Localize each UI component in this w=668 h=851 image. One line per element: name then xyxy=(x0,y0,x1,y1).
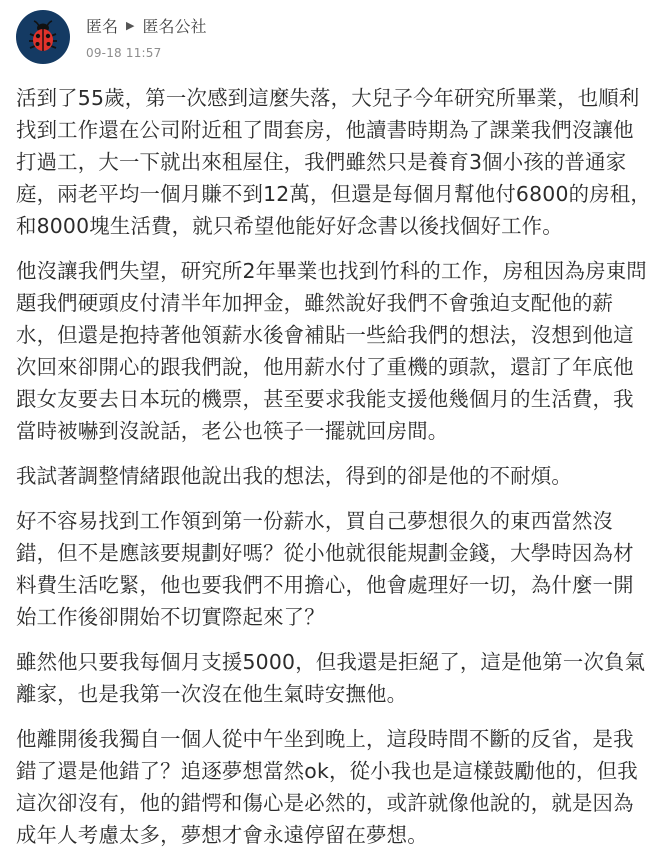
paragraph: 他沒讓我們失望，研究所2年畢業也找到竹科的工作，房租因為房東問題我們硬頭皮付清半年加押金，雖然說好我們不會強迫支配他的薪水，但還是抱持著他領薪水後會補貼一些給我們的想法，沒想到他這次回來卻開心的跟我們說，他用薪水付了重機的頭款，還訂了年底他跟女友要去日本玩的機票，甚至要求我能支援他幾個月的生活費，我當時被嚇到沒說話，老公也筷子一擺就回房間。 xyxy=(16,259,647,443)
paragraph: 雖然他只要我每個月支援5000，但我還是拒絕了，這是他第一次負氣離家，也是我第一次沒在他生氣時安撫他。 xyxy=(16,650,646,706)
paragraph: 好不容易找到工作領到第一份薪水，買自己夢想很久的東西當然沒錯，但不是應該要規劃好嗎？從小他就很能規劃金錢，大學時因為材料費生活吃緊，他也要我們不用擔心，他會處理好一切，為什麼一開始工作後卻開始不切實際起來了？ xyxy=(16,509,634,629)
post-content xyxy=(16,82,652,851)
breadcrumb xyxy=(86,14,207,37)
board-link[interactable]: 匿名公社 xyxy=(142,17,207,36)
author-name: 匿名 xyxy=(86,17,119,36)
paragraph: 我試著調整情緒跟他說出我的想法，得到的卻是他的不耐煩。 xyxy=(16,464,572,488)
paragraph: 他離開後我獨自一個人從中午坐到晚上，這段時間不斷的反省，是我錯了還是他錯了？追逐夢想當然ok，從小我也是這樣鼓勵他的，但我這次卻沒有，他的錯愕和傷心是必然的，或許就像他說的，就是因為成年人考慮太多，夢想才會永遠停留在夢想。 xyxy=(16,727,638,847)
triangle-right-icon: ▶ xyxy=(126,19,135,32)
avatar[interactable] xyxy=(16,10,70,64)
ladybug-icon xyxy=(24,18,62,56)
post-time: 09-18 11:57 xyxy=(86,46,162,60)
post-header xyxy=(16,8,652,66)
paragraph: 活到了55歲，第一次感到這麼失落，大兒子今年研究所畢業，也順利找到工作還在公司附近租了間套房，他讀書時期為了課業我們沒讓他打過工，大一下就出來租屋住，我們雖然只是養育3個小孩的普通家庭，兩老平均一個月賺不到12萬，但還是每個月幫他付6800的房租，和8000塊生活費，就只希望他能好好念書以後找個好工作。 xyxy=(16,86,651,238)
post-meta xyxy=(86,14,207,60)
